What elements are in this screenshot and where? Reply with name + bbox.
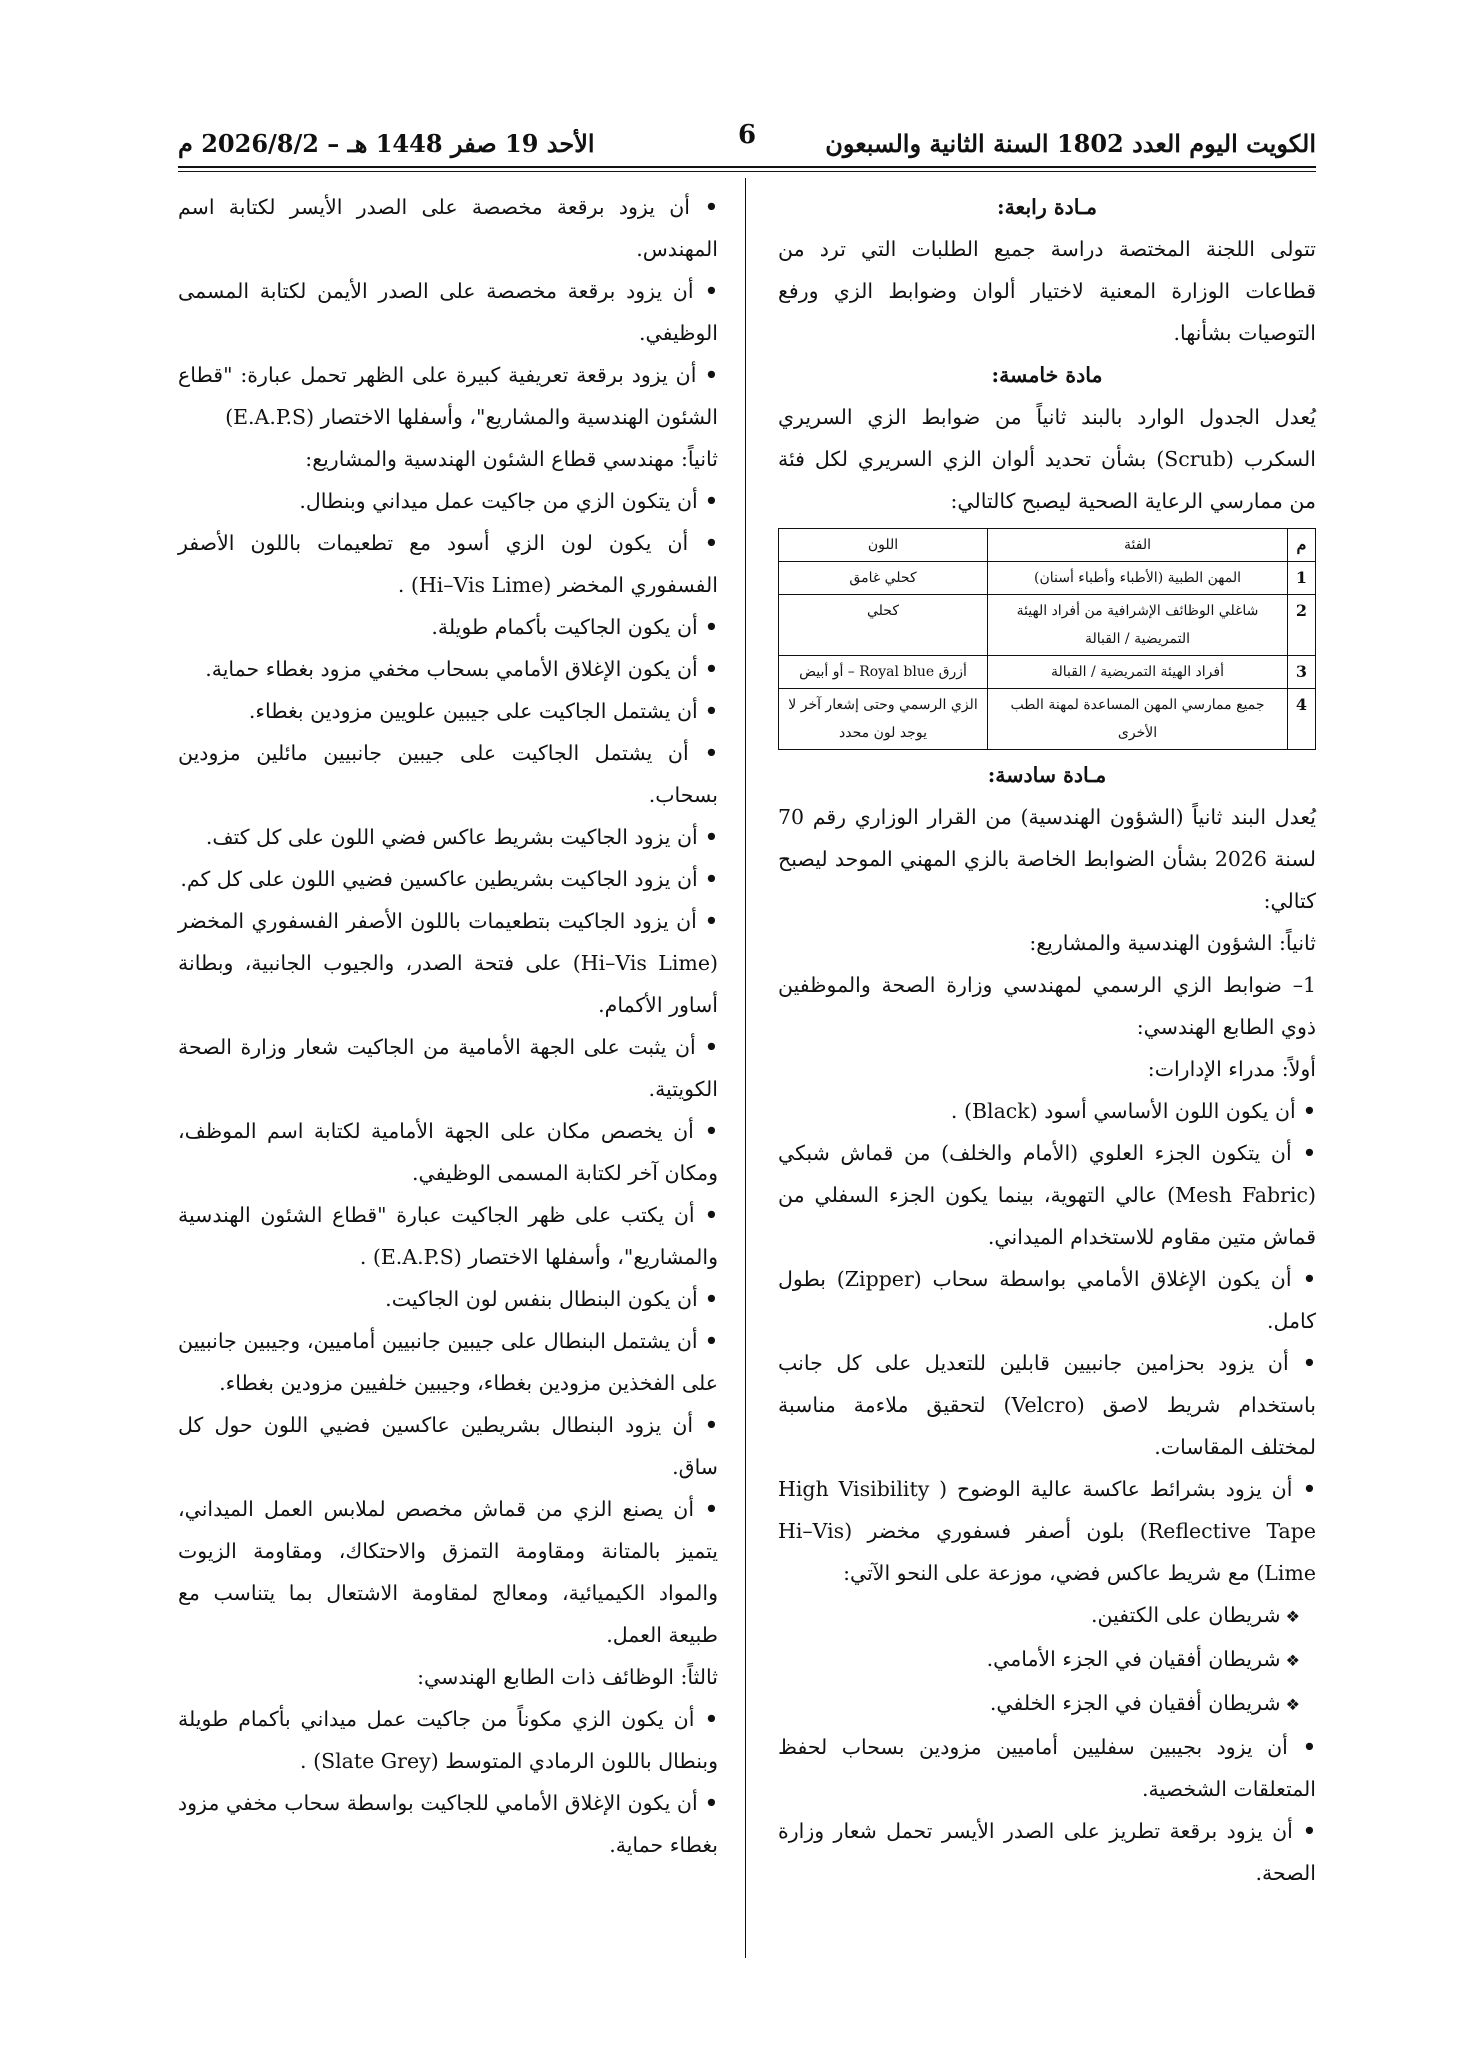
- list-item: • أن يكون الإغلاق الأمامي بواسطة سحاب (Zipper) بطول كامل.: [778, 1258, 1316, 1342]
- table-header-row: [779, 529, 1316, 562]
- table-cell: 2: [1288, 595, 1316, 656]
- scrub-color-table: [778, 528, 1316, 750]
- header-rule-thin: [178, 171, 1316, 172]
- list-item: • أن يكون البنطال بنفس لون الجاكيت.: [178, 1278, 718, 1320]
- list-item: • أن يزود برقعة مخصصة على الصدر الأيمن لكتابة المسمى الوظيفي.: [178, 270, 718, 354]
- list-item: • أن يزود البنطال بشريطين عاكسين فضيي اللون حول كل ساق.: [178, 1404, 718, 1488]
- list-item: • أن يكون الجاكيت بأكمام طويلة.: [178, 606, 718, 648]
- paragraph: 1– ضوابط الزي الرسمي لمهندسي وزارة الصحة والموظفين ذوي الطابع الهندسي:: [778, 973, 1316, 1039]
- table-cell: كحلي: [779, 595, 988, 656]
- article-title: مـادة رابعة:: [997, 195, 1097, 219]
- list-item: • أن يزود الجاكيت بشريط عاكس فضي اللون على كل كتف.: [178, 816, 718, 858]
- left-column: [178, 186, 718, 1866]
- sub-list-item: ❖ شريطان أفقيان في الجزء الخلفي.: [778, 1682, 1316, 1726]
- column-divider: [745, 178, 746, 1958]
- list-item: • أن يزود بحزامين جانبيين قابلين للتعديل على كل جانب باستخدام شريط لاصق (Velcro) لتحقيق ملاءمة مناسبة لمختلف المقاسات.: [778, 1342, 1316, 1468]
- paragraph: تتولى اللجنة المختصة دراسة جميع الطلبات التي ترد من قطاعات الوزارة المعنية لاختيار ألوان وضوابط الزي ورفع التوصيات بشأنها.: [778, 237, 1316, 345]
- paragraph: يُعدل البند ثانياً (الشؤون الهندسية) من القرار الوزاري رقم 70 لسنة 2026 بشأن الضوابط الخاصة بالزي المهني الموحد ليصبح كتالي:: [778, 805, 1316, 913]
- list-item: • أن يزود برقعة تعريفية كبيرة على الظهر تحمل عبارة: "قطاع الشئون الهندسية والمشاريع"، وأسفلها الاختصار (E.A.P.S): [178, 354, 718, 438]
- article-title: مـادة سادسة:: [987, 763, 1107, 787]
- table-cell: المهن الطبية (الأطباء وأطباء أسنان): [988, 562, 1288, 595]
- table-header: الفئة: [988, 529, 1288, 562]
- paragraph: يُعدل الجدول الوارد بالبند ثانياً من ضوابط الزي السريري السكرب (Scrub) بشأن تحديد ألوان الزي السريري لكل فئة من ممارسي الرعاية الصحية ليصبح كالتالي:: [778, 405, 1316, 513]
- list-item: • أن يكون اللون الأساسي أسود (Black) .: [778, 1090, 1316, 1132]
- table-row: [779, 689, 1316, 750]
- right-column: [778, 186, 1316, 1894]
- table-cell: شاغلي الوظائف الإشرافية من أفراد الهيئة التمريضية / القبالة: [988, 595, 1288, 656]
- header-rule: [178, 166, 1316, 168]
- article-title: مادة خامسة:: [991, 363, 1103, 387]
- list-item: • أن يزود بجيبين سفليين أماميين مزودين بسحاب لحفظ المتعلقات الشخصية.: [778, 1726, 1316, 1810]
- table-cell: كحلي غامق: [779, 562, 988, 595]
- table-row: [779, 656, 1316, 689]
- table-header: اللون: [779, 529, 988, 562]
- table-header: م: [1288, 529, 1316, 562]
- list-item: • أن يزود برقعة تطريز على الصدر الأيسر تحمل شعار وزارة الصحة.: [778, 1810, 1316, 1894]
- table-cell: أزرق Royal blue – أو أبيض: [779, 656, 988, 689]
- sub-list-item: ❖ شريطان أفقيان في الجزء الأمامي.: [778, 1638, 1316, 1682]
- table-cell: الزي الرسمي وحتى إشعار آخر لا يوجد لون محدد: [779, 689, 988, 750]
- list-item: • أن يكون الإغلاق الأمامي بسحاب مخفي مزود بغطاء حماية.: [178, 648, 718, 690]
- list-item: • أن يشتمل الجاكيت على جيبين جانبيين مائلين مزودين بسحاب.: [178, 732, 718, 816]
- table-cell: 4: [1288, 689, 1316, 750]
- section-heading: ثالثاً: الوظائف ذات الطابع الهندسي:: [417, 1665, 718, 1689]
- table-cell: أفراد الهيئة التمريضية / القبالة: [988, 656, 1288, 689]
- list-item: • أن يكون الإغلاق الأمامي للجاكيت بواسطة سحاب مخفي مزود بغطاء حماية.: [178, 1782, 718, 1866]
- table-cell: 1: [1288, 562, 1316, 595]
- list-item: • أن يصنع الزي من قماش مخصص لملابس العمل الميداني، يتميز بالمتانة ومقاومة التمزق والاحتكاك، ومقاومة الزيوت والمواد الكيميائية، ومعالج لمقاومة الاشتعال بما يتناسب مع طبيعة العمل.: [178, 1488, 718, 1656]
- table-row: [779, 595, 1316, 656]
- section-heading: أولاً: مدراء الإدارات:: [1147, 1057, 1316, 1081]
- issue-info: الكويت اليوم العدد 1802 السنة الثانية والسبعون: [825, 129, 1316, 158]
- list-item: • أن يخصص مكان على الجهة الأمامية لكتابة اسم الموظف، ومكان آخر لكتابة المسمى الوظيفي.: [178, 1110, 718, 1194]
- list-item: • أن يشتمل الجاكيت على جيبين علويين مزودين بغطاء.: [178, 690, 718, 732]
- list-item: • أن يكون لون الزي أسود مع تطعيمات باللون الأصفر الفسفوري المخضر (Hi–Vis Lime) .: [178, 522, 718, 606]
- table-row: [779, 562, 1316, 595]
- section-heading: ثانياً: الشؤون الهندسية والمشاريع:: [1029, 931, 1316, 955]
- sub-list-item: ❖ شريطان على الكتفين.: [778, 1594, 1316, 1638]
- list-item: • أن يتكون الجزء العلوي (الأمام والخلف) من قماش شبكي (Mesh Fabric) عالي التهوية، بينما يكون الجزء السفلي من قماش متين مقاوم للاستخدام الميداني.: [778, 1132, 1316, 1258]
- list-item: • أن يكتب على ظهر الجاكيت عبارة "قطاع الشئون الهندسية والمشاريع"، وأسفلها الاختصار (E.A.P.S) .: [178, 1194, 718, 1278]
- page-number: 6: [737, 120, 757, 150]
- list-item: • أن يزود الجاكيت بتطعيمات باللون الأصفر الفسفوري المخضر (Hi–Vis Lime) على فتحة الصدر، والجيوب الجانبية، وبطانة أساور الأكمام.: [178, 900, 718, 1026]
- table-cell: جميع ممارسي المهن المساعدة لمهنة الطب الأخرى: [988, 689, 1288, 750]
- table-cell: 3: [1288, 656, 1316, 689]
- page-header: [178, 122, 1316, 166]
- list-item: • أن يتكون الزي من جاكيت عمل ميداني وبنطال.: [178, 480, 718, 522]
- list-item: • أن يزود بشرائط عاكسة عالية الوضوح ( High Visibility Reflective Tape) بلون أصفر فسفوري مخضر (Hi–Vis Lime) مع شريط عاكس فضي، موزعة على النحو الآتي:: [778, 1468, 1316, 1594]
- list-item: • أن يشتمل البنطال على جيبين جانبيين أماميين، وجيبين جانبيين على الفخذين مزودين بغطاء، وجيبين خلفيين مزودين بغطاء.: [178, 1320, 718, 1404]
- list-item: • أن يزود الجاكيت بشريطين عاكسين فضيي اللون على كل كم.: [178, 858, 718, 900]
- list-item: • أن يزود برقعة مخصصة على الصدر الأيسر لكتابة اسم المهندس.: [178, 186, 718, 270]
- list-item: • أن يكون الزي مكوناً من جاكيت عمل ميداني بأكمام طويلة وبنطال باللون الرمادي المتوسط (Slate Grey) .: [178, 1698, 718, 1782]
- issue-date: الأحد 19 صفر 1448 هـ – 2026/8/2 م: [178, 129, 595, 158]
- section-heading: ثانياً: مهندسي قطاع الشئون الهندسية والمشاريع:: [305, 447, 718, 471]
- list-item: • أن يثبت على الجهة الأمامية من الجاكيت شعار وزارة الصحة الكويتية.: [178, 1026, 718, 1110]
